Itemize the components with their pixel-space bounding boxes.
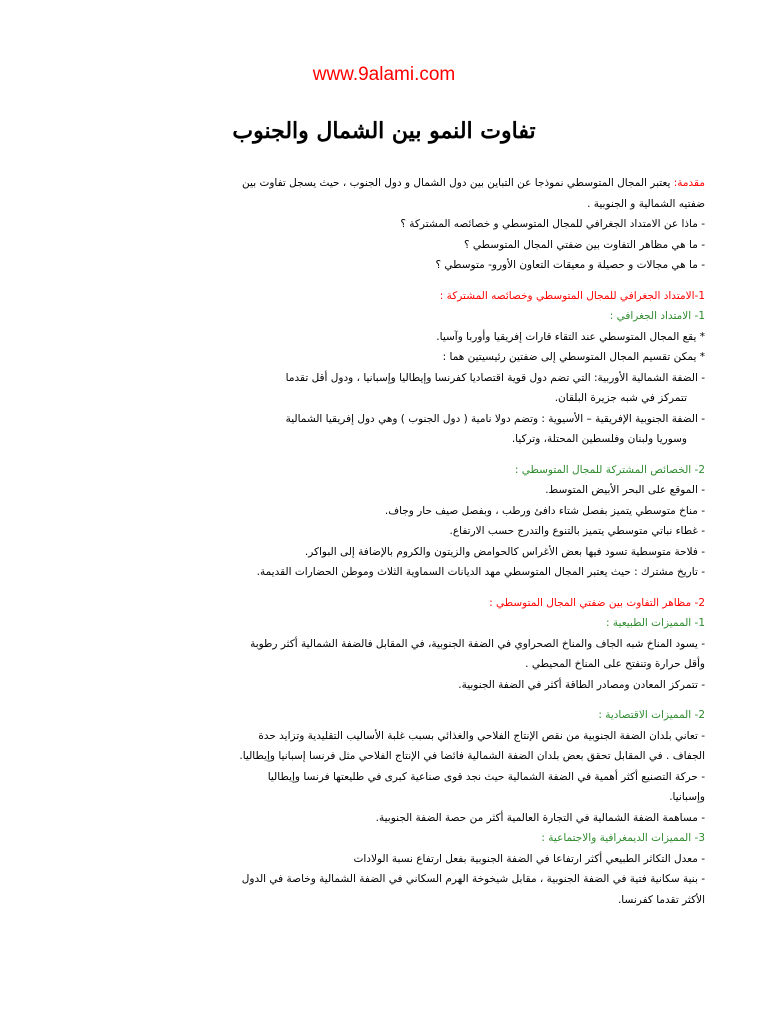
- section-2-heading: 2- مظاهر التفاوت بين ضفتي المجال المتوسطي :: [489, 596, 705, 609]
- section-1-line: - الضفة الشمالية الأوربية: التي تضم دول قوية اقتصاديا كفرنسا وإيطاليا وإسبانيا ، ودول أقل تقدما: [285, 371, 705, 384]
- section-2-line: - حركة التصنيع أكثر أهمية في الضفة الشمالية حيث نجد قوى صناعية كبرى في طليعتها فرنسا وإيطاليا: [267, 770, 705, 783]
- section-1-heading: 1-الامتداد الجغرافي للمجال المتوسطي وخصائصه المشتركة :: [439, 289, 705, 302]
- site-url[interactable]: www.9alami.com: [312, 64, 456, 85]
- section-1-sub-2: 2- الخصائص المشتركة للمجال المتوسطي :: [514, 463, 705, 476]
- intro-line-1: [53, 173, 705, 194]
- section-2-sub-2: 2- المميزات الاقتصادية :: [598, 709, 705, 721]
- section-1-line: - الضفة الجنوبية الإفريقية – الأسيوية : وتضم دولا نامية ( دول الجنوب ) وهي دول إفريقيا الشمالية: [285, 412, 705, 425]
- section-1-line: * يقع المجال المتوسطي عند التقاء قارات إفريقيا وأوربا وآسيا.: [436, 330, 705, 343]
- section-2-line: - بنية سكانية فتية في الضفة الجنوبية ، مقابل شيخوخة الهرم السكاني في الضفة الشمالية وخاصة في الدول: [241, 873, 705, 885]
- intro-text: يعتبر المجال المتوسطي نموذجا عن التباين بين دول الشمال و دول الجنوب ، حيث يسجل تفاوت بين: [242, 177, 671, 189]
- question-2: - ما هي مظاهر التفاوت بين ضفتي المجال المتوسطي ؟: [464, 238, 705, 251]
- section-2-line: الجفاف . في المقابل تحقق بعض بلدان الضفة الشمالية فائضا في الإنتاج الفلاحي مثل فرنسا إسبانيا وإيطاليا.: [239, 750, 705, 762]
- section-2-line: - تعاني بلدان الضفة الجنوبية من نقص الإنتاج الفلاحي والغذائي بسبب غلبة الأساليب التقليدية وتزايد حدة: [258, 729, 705, 742]
- section-1-line: وسوريا ولبنان وفلسطين المحتلة، وتركيا.: [511, 433, 687, 445]
- section-2-line: وإسبانيا.: [669, 791, 705, 803]
- section-1-line: - تاريخ مشترك : حيث يعتبر المجال المتوسطي مهد الديانات السماوية الثلاث وموطن الحضارات القديمة.: [256, 566, 705, 578]
- section-1-line: * يمكن تقسيم المجال المتوسطي إلى ضفتين رئيسيتين هما :: [442, 351, 705, 363]
- section-1-line: تتمركز في شبه جزيرة البلقان.: [554, 392, 687, 404]
- question-3: - ما هي مجالات و حصيلة و معيقات التعاون الأورو- متوسطي ؟: [435, 259, 705, 271]
- page-title: تفاوت النمو بين الشمال والجنوب: [232, 118, 536, 144]
- section-2-line: - معدل التكاثر الطبيعي أكثر ارتفاعا في الضفة الجنوبية بفعل ارتفاع نسبة الولادات: [353, 852, 705, 865]
- section-2-sub-1: 1- المميزات الطبيعية :: [606, 617, 705, 629]
- document-body: [53, 173, 705, 910]
- section-2-line: - تتمركز المعادن ومصادر الطاقة أكثر في الضفة الجنوبية.: [458, 678, 705, 691]
- intro-line-2: ضفتيه الشمالية و الجنوبية .: [587, 197, 705, 210]
- section-2-line: - يسود المناخ شبه الجاف والمناخ الصحراوي في الضفة الجنوبية، في المقابل فالضفة الشمالية أكثر رطوبة: [250, 637, 705, 650]
- section-1-line: - مناخ متوسطي يتميز بفصل شتاء دافئ ورطب ، وبفصل صيف حار وجاف.: [384, 504, 705, 517]
- section-2-line: وأقل حرارة وتنفتح على المناخ المحيطي .: [525, 658, 705, 670]
- section-1-line: - الموقع على البحر الأبيض المتوسط.: [545, 484, 705, 496]
- intro-label: مقدمة:: [673, 177, 705, 189]
- section-2-sub-3: 3- المميزات الديمغرافية والاجتماعية :: [541, 832, 705, 844]
- section-1-line: - فلاحة متوسطية تسود فيها بعض الأغراس كالحوامض والزيتون والكروم بالإضافة إلى البواكر.: [304, 545, 705, 558]
- section-2-line: - مساهمة الضفة الشمالية في التجارة العالمية أكثر من حصة الضفة الجنوبية.: [375, 811, 705, 824]
- section-2-line: الأكثر تقدما كفرنسا.: [617, 893, 705, 906]
- section-1-sub-1: 1- الامتداد الجغرافي :: [609, 310, 705, 322]
- section-1-line: - غطاء نباتي متوسطي يتميز بالتنوع والتدرج حسب الارتفاع.: [449, 525, 705, 537]
- question-1: - ماذا عن الامتداد الجغرافي للمجال المتوسطي و خصائصه المشتركة ؟: [400, 218, 705, 230]
